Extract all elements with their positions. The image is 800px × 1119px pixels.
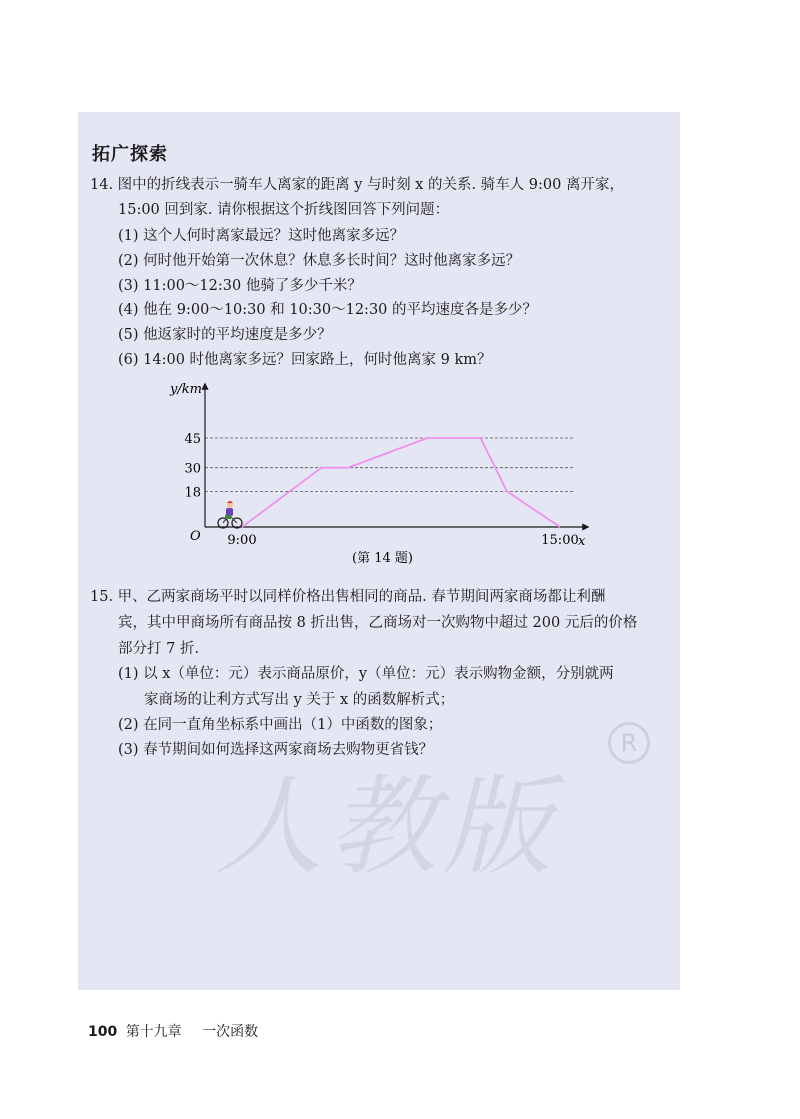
origin-label: O bbox=[190, 529, 201, 544]
x-tick-label-0: 9:00 bbox=[227, 533, 257, 548]
distance-polyline bbox=[242, 438, 560, 527]
chapter-label: 第十九章 bbox=[125, 1024, 182, 1040]
problem-15-line-1: 15. 甲、乙两家商场平时以同样价格出售相同的商品. 春节期间两家商场都让利酬 bbox=[90, 589, 606, 605]
page-number: 100 bbox=[88, 1024, 118, 1040]
problem-15-q3: (3) 春节期间如何选择这两家商场去购物更省钱？ bbox=[118, 742, 434, 758]
y-tick-label-18: 18 bbox=[184, 485, 201, 501]
registered-mark-icon: R bbox=[608, 722, 650, 764]
problem-15-q1: (1) 以 x（单位：元）表示商品原价，y（单位：元）表示购物金额，分别就两 bbox=[118, 666, 614, 682]
problem-14-q4: (4) 他在 9:00～10:30 和 10:30～12:30 的平均速度各是多少？ bbox=[118, 302, 538, 318]
problem-14-q6: (6) 14:00 时他离家多远？回家路上，何时他离家 9 km？ bbox=[118, 352, 492, 368]
problem-14-line-1: 14. 图中的折线表示一骑车人离家的距离 y 与时刻 x 的关系. 骑车人 9:00 离开家， bbox=[90, 177, 624, 193]
x-axis-label: x bbox=[578, 534, 586, 549]
chart-caption: (第 14 题) bbox=[352, 551, 413, 566]
publisher-watermark: 人教版 bbox=[215, 765, 558, 890]
chapter-title: 一次函数 bbox=[202, 1024, 259, 1040]
problem-14-line-2: 15:00 回到家. 请你根据这个折线图回答下列问题： bbox=[118, 202, 450, 218]
problem-14-q5: (5) 他返家时的平均速度是多少？ bbox=[118, 327, 332, 343]
y-tick-label-45: 45 bbox=[184, 432, 201, 447]
problem-14-q3: (3) 11:00～12:30 他骑了多少千米？ bbox=[118, 278, 362, 294]
problem-15-line-2: 宾，其中甲商场所有商品按 8 折出售，乙商场对一次购物中超过 200 元后的价格 bbox=[118, 615, 638, 631]
problem-15-q2: (2) 在同一直角坐标系中画出（1）中函数的图象； bbox=[118, 717, 443, 733]
problem-14-q2: (2) 何时他开始第一次休息？休息多长时间？这时他离家多远？ bbox=[118, 253, 521, 269]
page-footer bbox=[88, 1021, 258, 1041]
problem-15-line-3: 部分打 7 折. bbox=[118, 641, 200, 657]
problem-14-q1: (1) 这个人何时离家最远？这时他离家多远？ bbox=[118, 228, 405, 244]
problem-15-q1-cont: 家商场的让利方式写出 y 关于 x 的函数解析式； bbox=[144, 692, 455, 708]
cyclist-icon bbox=[218, 501, 242, 528]
y-axis-label: y/km bbox=[170, 382, 202, 397]
section-title: 拓广探索 bbox=[92, 144, 168, 165]
y-tick-label-30: 30 bbox=[184, 461, 201, 477]
x-tick-label-1: 15:00 bbox=[541, 533, 579, 548]
